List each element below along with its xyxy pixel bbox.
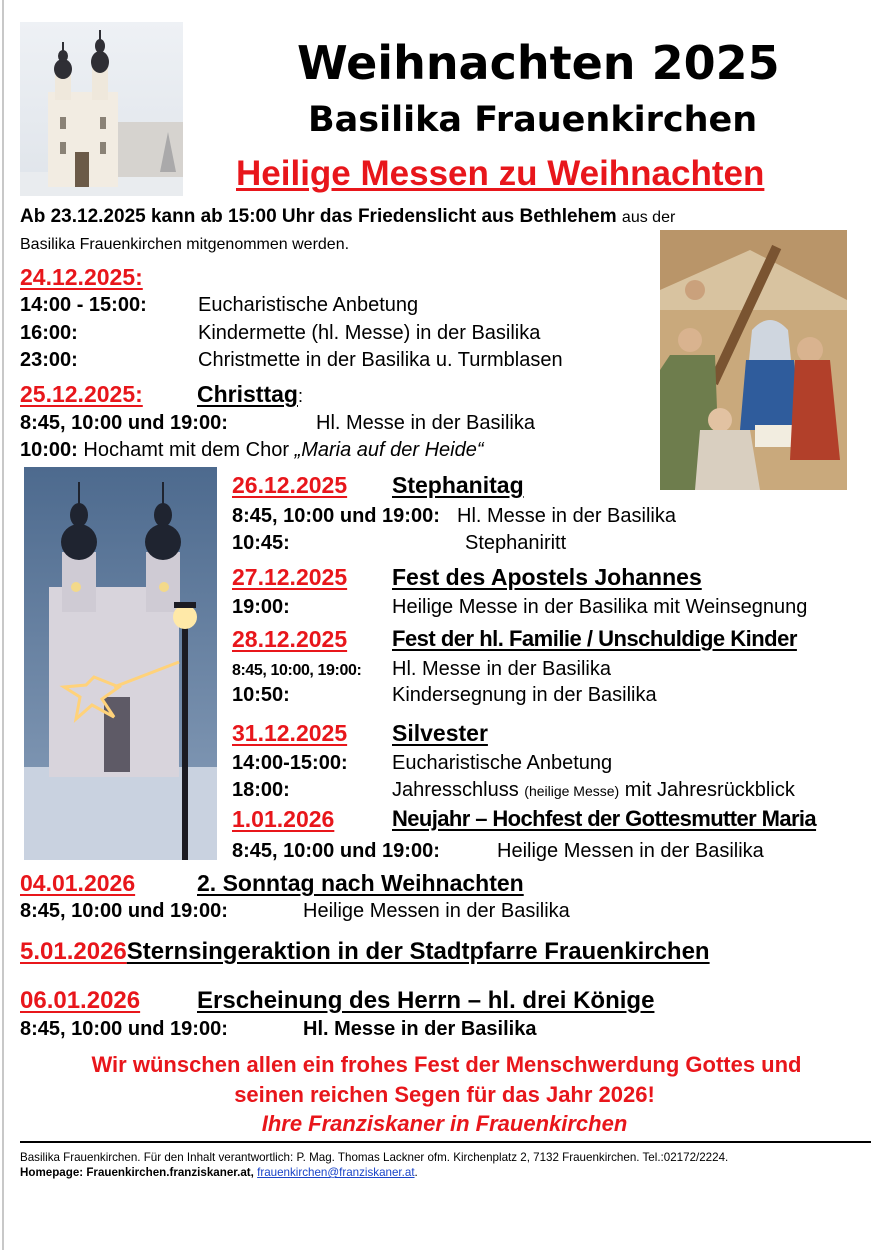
time-label: 8:45, 10:00 und 19:00: [232,505,440,527]
choir-name: „Maria auf der Heide“ [294,439,484,461]
schedule-row [232,752,872,775]
intro-rest-1: aus der [621,209,676,226]
schedule-row [232,505,872,528]
date-01-01: 1.01.2026 [232,806,335,832]
schedule-row [20,412,660,435]
event-text-a: Jahresschluss [392,779,519,801]
event-text: Heilige Messen in der Basilika [303,900,570,922]
event-text: Hochamt mit dem Chor [83,439,289,461]
closing-line-3: Ihre Franziskaner in Frauenkirchen [261,1111,628,1136]
closing-line-2: seinen reichen Segen für das Jahr 2026! [234,1082,655,1107]
event-text [392,779,795,802]
event-text: Kindermette (hl. Messe) in der Basilika [198,322,541,344]
event-text: Christmette in der Basilika u. Turmblasen [198,349,563,371]
schedule-row [232,596,872,619]
footer-line-2 [20,1166,418,1179]
time-label: 16:00: [20,322,78,344]
event-text-small: (heilige Messe) [524,783,620,799]
time-label: 14:00-15:00: [232,752,348,774]
time-label: 8:45, 10:00 und 19:00: [232,840,440,862]
schedule-row [232,658,872,681]
time-label: 8:45, 10:00 und 19:00: [20,1018,228,1040]
schedule-row [20,322,660,345]
event-text: Hl. Messe in der Basilika [392,658,611,680]
feast-erscheinung: Erscheinung des Herrn – hl. drei Könige [197,987,655,1014]
footer-end: . [414,1166,418,1179]
event-text-b: mit Jahresrückblick [624,779,795,801]
feast-stephanitag: Stephanitag [392,472,524,498]
date-26-12: 26.12.2025 [232,472,348,498]
closing-line-1: Wir wünschen allen ein frohes Fest der Menschwerdung Gottes und [91,1052,802,1077]
date-25-12: 25.12.2025: [20,381,143,407]
date-05-01: 5.01.2026 [20,938,127,965]
event-text: Kindersegnung in der Basilika [392,684,657,706]
nativity-painting [660,230,847,490]
time-label: 10:00: [20,439,78,461]
event-text: Heilige Messe in der Basilika mit Weinsegnung [392,596,808,618]
intro-line-1 [20,206,675,228]
basilica-photo [20,22,183,196]
date-27-12: 27.12.2025 [232,564,348,590]
schedule-row [20,1018,660,1041]
schedule-row [20,439,660,462]
schedule-row [232,840,872,863]
footer-line-1: Basilika Frauenkirchen. Für den Inhalt verantwortlich: P. Mag. Thomas Lackner ofm. Kirchenplatz 2, 7132 Frauenkirchen. Tel.:02172/2224. [20,1151,729,1164]
feast-johannes: Fest des Apostels Johannes [392,564,702,590]
time-label: 14:00 - 15:00: [20,294,147,316]
event-text: Hl. Messe in der Basilika [303,1018,537,1040]
time-label: 8:45, 10:00, 19:00: [232,662,362,679]
feast-colon: : [297,386,303,406]
footer-email-link[interactable]: frauenkirchen@franziskaner.at [257,1166,415,1179]
page-subtitle: Basilika Frauenkirchen [308,100,758,140]
footer-homepage: Homepage: Frauenkirchen.franziskaner.at, [20,1166,254,1179]
event-text: Hl. Messe in der Basilika [316,412,535,434]
intro-line-2: Basilika Frauenkirchen mitgenommen werden. [20,236,350,253]
schedule-row [232,532,872,555]
page-title: Weihnachten 2025 [297,36,780,90]
date-04-01: 04.01.2026 [20,870,136,896]
schedule-row [232,684,872,707]
footer-rule [20,1141,871,1143]
section-heading: Heilige Messen zu Weihnachten [236,154,765,193]
intro-bold: Ab 23.12.2025 kann ab 15:00 Uhr das Friedenslicht aus Bethlehem [20,206,617,227]
date-24-12: 24.12.2025: [20,264,143,290]
sternsinger-line [20,938,710,966]
feast-sternsinger: Sternsingeraktion in der Stadtpfarre Frauenkirchen [126,938,710,965]
event-text: Stephaniritt [465,532,567,554]
feast-hl-familie: Fest der hl. Familie / Unschuldige Kinder [392,626,797,651]
feast-silvester: Silvester [392,720,488,746]
feast-neujahr: Neujahr – Hochfest der Gottesmutter Maria [392,806,817,831]
date-31-12: 31.12.2025 [232,720,348,746]
event-text: Eucharistische Anbetung [198,294,419,316]
feast-name: Christtag [197,381,298,407]
time-label: 8:45, 10:00 und 19:00: [20,900,228,922]
time-label: 19:00: [232,596,290,618]
time-label: 10:50: [232,684,290,706]
time-label: 10:45: [232,532,290,554]
date-06-01: 06.01.2026 [20,987,141,1014]
event-text: Eucharistische Anbetung [392,752,613,774]
feast-christtag [197,381,303,408]
feast-2-sonntag: 2. Sonntag nach Weihnachten [197,870,524,896]
date-28-12: 28.12.2025 [232,626,348,652]
event-text: Heilige Messen in der Basilika [497,840,764,862]
schedule-row [20,294,660,317]
schedule-row [20,900,660,923]
time-label: 8:45, 10:00 und 19:00: [20,412,228,434]
schedule-row [20,349,660,372]
church-night-photo [24,467,217,860]
schedule-row [232,779,872,802]
time-label: 18:00: [232,779,290,801]
event-text: Hl. Messe in der Basilika [457,505,676,527]
time-label: 23:00: [20,349,78,371]
